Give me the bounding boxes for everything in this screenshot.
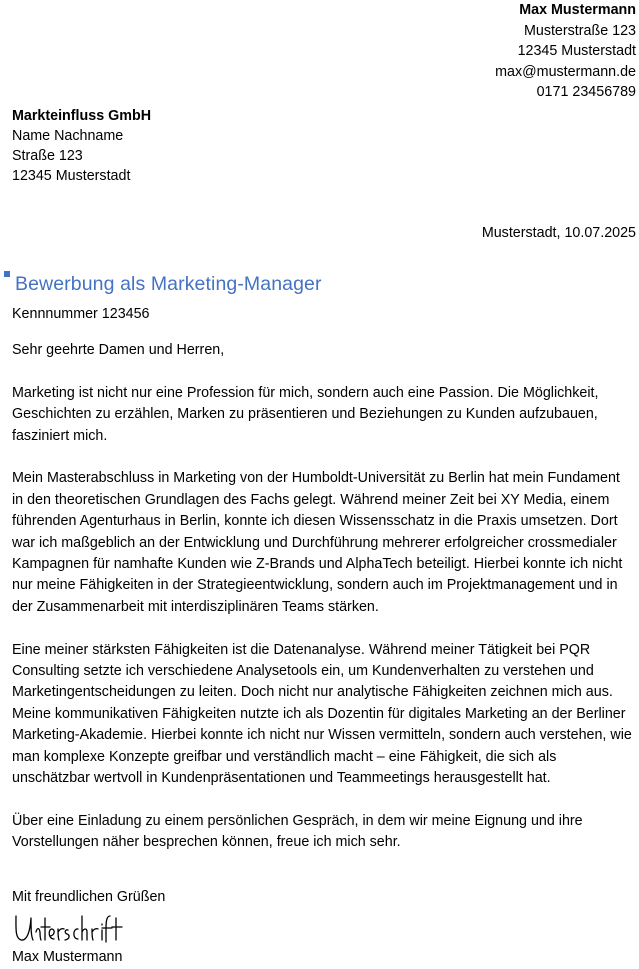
- salutation: Sehr geehrte Damen und Herren,: [12, 342, 225, 358]
- recipient-city: 12345 Musterstadt: [12, 168, 131, 184]
- body-paragraph-3: Eine meiner stärksten Fähigkeiten ist die Datenanalyse. Während meiner Tätigkeit bei PQR Consulting setzte ich verschiedene Analysetools ein, um Kundenverhalten zu verstehen und Marketingentscheidungen zu leiten. Doch nicht nur analytische Fähigkeiten zeichnen mich aus. Meine kommunikativen Fähigkeiten nutzte ich als Dozentin für digitales Marketing an der Berliner Marketing-Akademie. Hierbei konnte ich nicht nur Wissen vermitteln, sondern auch verstehen, wie man komplexe Konzepte greifbar und verständlich macht – eine Fähigkeit, die sich als unschätzbar wertvoll in Kundenpräsentationen und Teammeetings herausgestellt hat.: [12, 641, 632, 787]
- sender-address-block: [495, 0, 636, 103]
- body-paragraph-2: Mein Masterabschluss in Marketing von der Humboldt-Universität zu Berlin hat mein Fundament in den theoretischen Grundlagen des Fachs gelegt. Während meiner Zeit bei XY Media, einem führenden Agenturhaus in Berlin, konnte ich diesen Wissensschatz in die Praxis umsetzen. Dort war ich maßgeblich an der Entwicklung und Durchführung mehrerer erfolgreicher crossmedialer Kampagnen für namhafte Kunden wie Z-Brands und AlphaTech beteiligt. Hierbei konnte ich nicht nur meine Fähigkeiten in der Strategieentwicklung, sondern auch im Projektmanagement und in der Zusammenarbeit mit interdisziplinären Teams stärken.: [12, 470, 623, 615]
- date-line: Musterstadt, 10.07.2025: [481, 225, 636, 241]
- recipient-contact: Name Nachname: [12, 128, 124, 144]
- sender-email: max@mustermann.de: [495, 63, 636, 80]
- letter-body: [12, 340, 634, 875]
- recipient-address-block: [12, 106, 151, 186]
- recipient-street: Straße 123: [12, 148, 83, 164]
- sender-name: Max Mustermann: [519, 2, 636, 18]
- recipient-company: Markteinfluss GmbH: [12, 108, 152, 124]
- reference-number: Kennnummer 123456: [12, 306, 150, 322]
- body-paragraph-1: Marketing ist nicht nur eine Profession für mich, sondern auch eine Passion. Die Möglichkeit, Geschichten zu erzählen, Marken zu präsentieren und Beziehungen zu Kunden aufzubauen, fasziniert mich.: [12, 384, 599, 444]
- handwritten-signature: [12, 910, 132, 946]
- signer-name: Max Mustermann: [12, 949, 123, 965]
- closing-phrase: Mit freundlichen Grüßen: [12, 889, 166, 905]
- subject-heading: Bewerbung als Marketing-Manager: [15, 273, 322, 295]
- sender-city: 12345 Musterstadt: [517, 43, 636, 60]
- sender-street: Musterstraße 123: [523, 22, 636, 39]
- body-paragraph-4: Über eine Einladung zu einem persönlichen Gespräch, in dem wir meine Eignung und ihre Vorstellungen näher besprechen können, freue ich mich sehr.: [12, 812, 583, 851]
- sender-phone: 0171 23456789: [536, 84, 636, 101]
- subject-marker-square: [4, 271, 10, 277]
